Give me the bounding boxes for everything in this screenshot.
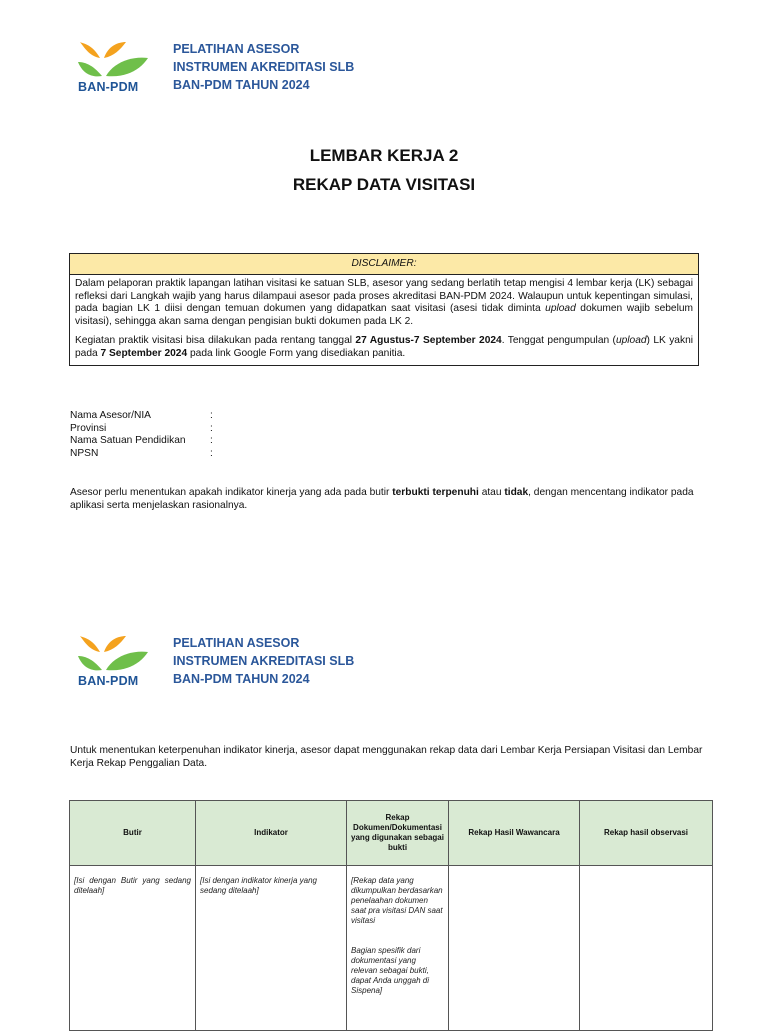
field-label: Nama Asesor/NIA <box>70 410 151 421</box>
text-bold: terbukti terpenuhi <box>392 487 479 498</box>
text: Kegiatan praktik visitasi bisa dilakukan pada rentang tanggal <box>75 335 356 347</box>
page-title-line-2: REKAP DATA VISITASI <box>292 175 476 194</box>
col-header-wawancara: Rekap Hasil Wawancara <box>449 801 580 866</box>
cell-dokumen-text-2: Bagian spesifik dari dokumentasi yang relevan sebagai bukti, dapat Anda unggah di Sispena] <box>351 946 429 995</box>
col-header-dokumen: Rekap Dokumen/Dokumentasi yang digunakan sebagai bukti <box>347 801 449 866</box>
text: . Tenggat pengumpulan ( <box>501 335 616 347</box>
text: ) LK yakni pada <box>75 335 693 359</box>
col-header-butir: Butir <box>70 801 196 866</box>
identity-fields <box>70 410 213 460</box>
field-label: Provinsi <box>70 422 107 434</box>
logo-text: BAN-PDM <box>78 674 139 688</box>
text: Dalam pelaporan praktik lapangan latihan visitasi ke satuan SLB, asesor yang sedang berlatih tetap mengisi 4 lembar kerja (LK) sebagai refleksi dari Langkah wajib yang harus dilampaui asesor pada proses akreditasi BAN-PDM 2024. Walaupun untuk kepentingan simulasi, pada bagian LK 1 diisi dengan temuan dokumen yang didapatkan saat visitasi (asesi tidak diminta <box>75 278 693 315</box>
text-bold: tidak <box>504 487 529 498</box>
table-row <box>70 866 713 1031</box>
org-line-3: BAN-PDM TAHUN 2024 <box>173 78 310 92</box>
text: Asesor perlu menentukan apakah indikator kinerja yang ada pada butir <box>70 487 393 498</box>
field-satuan-pendidikan <box>70 435 213 448</box>
col-header-indikator: Indikator <box>196 801 347 866</box>
page-header-2 <box>78 634 355 692</box>
disclaimer-paragraph-1 <box>75 278 693 328</box>
organization-block <box>173 634 354 688</box>
field-separator: : <box>210 422 213 434</box>
page-title-line-1: LEMBAR KERJA 2 <box>309 146 459 165</box>
org-line-1: PELATIHAN ASESOR <box>173 636 300 650</box>
cell-wawancara[interactable] <box>449 866 580 1031</box>
text-emphasis: upload <box>615 335 647 347</box>
text: atau <box>478 487 505 498</box>
recap-table <box>69 800 713 1031</box>
org-line-2: INSTRUMEN AKREDITASI SLB <box>173 60 355 74</box>
disclaimer-heading: DISCLAIMER: <box>70 254 698 275</box>
field-label: NPSN <box>70 447 99 459</box>
text: dokumen wajib sebelum visitasi), sehingga akan sama dengan pengisian bukti dokumen pada LK 2. <box>75 303 693 327</box>
field-label: Nama Satuan Pendidikan <box>70 435 186 447</box>
text-emphasis: upload <box>545 303 576 315</box>
page-header <box>78 40 355 98</box>
field-npsn <box>70 448 213 461</box>
org-line-2: INSTRUMEN AKREDITASI SLB <box>173 654 355 668</box>
org-line-3: BAN-PDM TAHUN 2024 <box>173 672 310 686</box>
text: pada link Google Form yang disediakan panitia. <box>187 347 406 359</box>
table-header-row <box>70 801 713 866</box>
logo-text: BAN-PDM <box>78 80 139 94</box>
field-nama-asesor <box>70 410 213 423</box>
text: , dengan mencentang indikator pada aplikasi serta menjelaskan rasionalnya. <box>70 487 694 511</box>
organization-block <box>173 40 354 94</box>
cell-observasi[interactable] <box>580 866 713 1031</box>
cell-dokumen-text-1: [Rekap data yang dikumpulkan berdasarkan penelaahan dokumen saat pra visitasi DAN saat visitasi <box>351 876 443 925</box>
disclaimer-paragraph-2 <box>75 335 693 360</box>
field-separator: : <box>210 447 213 459</box>
cell-butir[interactable]: [Isi dengan Butir yang sedang ditelaah] <box>70 866 196 1031</box>
cell-indikator[interactable]: [Isi dengan indikator kinerja yang sedang ditelaah] <box>196 866 347 1031</box>
instruction-paragraph <box>70 486 710 512</box>
field-provinsi <box>70 423 213 436</box>
ban-pdm-logo <box>78 634 150 692</box>
cell-dokumen[interactable] <box>347 866 449 1031</box>
disclaimer-body <box>70 275 698 365</box>
field-separator: : <box>210 410 213 421</box>
disclaimer-box <box>69 253 699 366</box>
ban-pdm-logo <box>78 40 150 98</box>
org-line-1: PELATIHAN ASESOR <box>173 42 300 56</box>
field-separator: : <box>210 435 213 447</box>
date-range: 27 Agustus-7 September 2024 <box>355 335 502 347</box>
col-header-observasi: Rekap hasil observasi <box>580 801 713 866</box>
intro-paragraph: Untuk menentukan keterpenuhan indikator kinerja, asesor dapat menggunakan rekap data dari Lembar Kerja Persiapan Visitasi dan Lembar Kerja Rekap Penggalian Data. <box>70 745 703 769</box>
deadline-date: 7 September 2024 <box>100 347 188 359</box>
